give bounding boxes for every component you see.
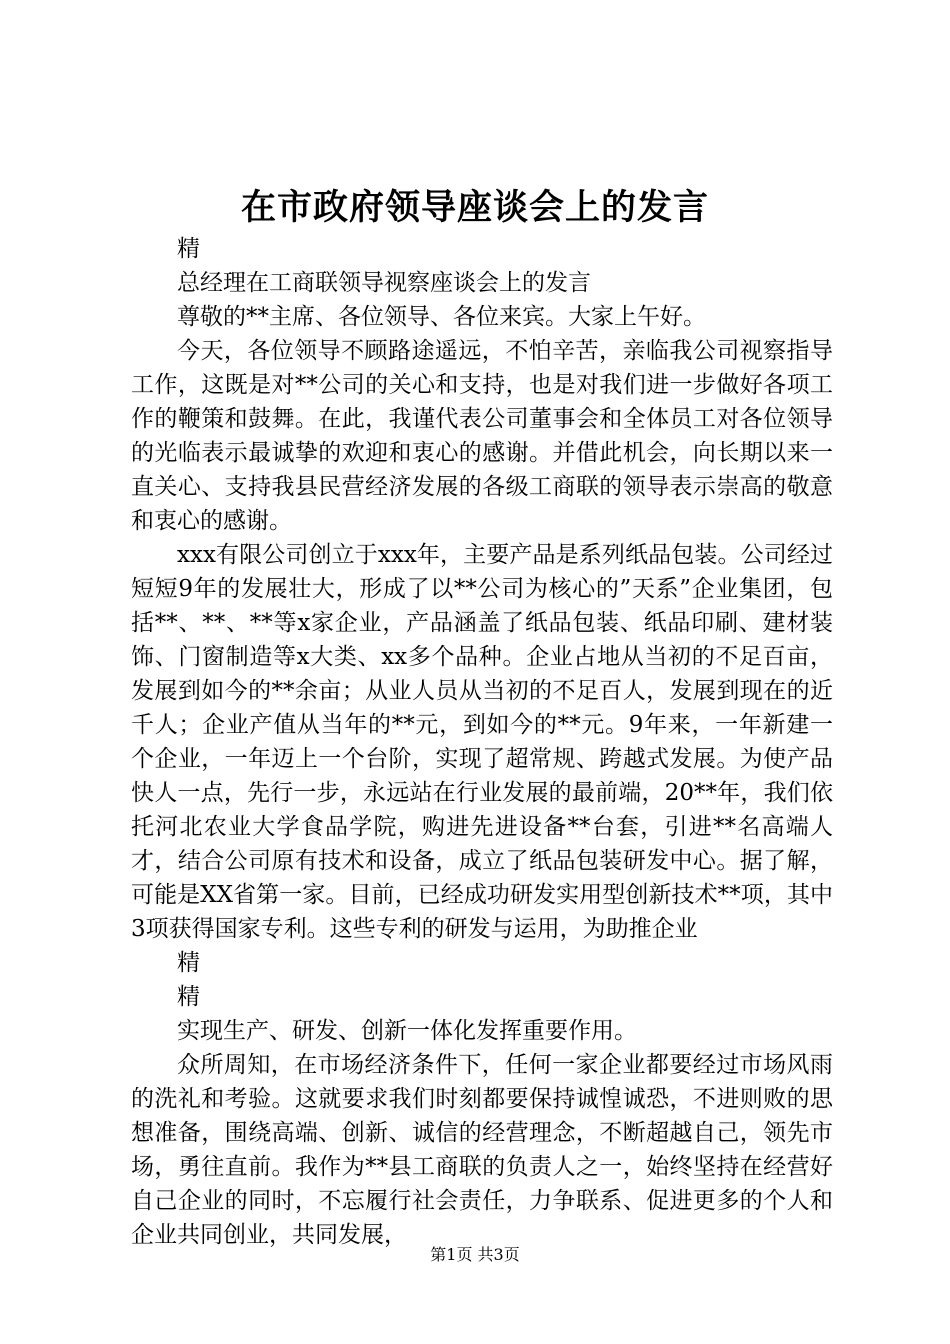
page-footer: 第1页 共3页 — [430, 1245, 520, 1264]
document-title: 在市政府领导座谈会上的发言 — [240, 187, 709, 228]
paragraph: 实现生产、研发、创新一体化发挥重要作用。 — [177, 1018, 637, 1044]
paragraph: 尊敬的**主席、各位领导、各位来宾。大家上午好。 — [177, 304, 706, 330]
paragraph: 精 — [177, 984, 200, 1010]
paragraph: xxx有限公司创立于xxx年，主要产品是系列纸品包装。公司经过短短9年的发展壮大，形成了以**公司为核心的”天系”企业集团，包括**、**、**等x家企业，产品涵盖了纸品包装、纸品印刷、建材装饰、门窗制造等x大类、xx多个品种。企业占地从当初的不足百亩，发展到如今的**余亩；从业人员从当初的不足百人，发展到现在的近千人；企业产值从当年的**元，到如今的**元。9年来，一年新建一个企业，一年迈上一个台阶，实现了超常规、跨越式发展。为使产品快人一点，先行一步，永远站在行业发展的最前端，20**年，我们依托河北农业大学食品学院，购进先进设备**台套，引进**名高端人才，结合公司原有技术和设备，成立了纸品包装研发中心。据了解，可能是XX省第一家。目前，已经成功研发实用型创新技术**项，其中3项获得国家专利。这些专利的研发与运用，为助推企业 — [131, 542, 833, 942]
paragraph: 精 — [177, 950, 200, 976]
paragraph: 今天，各位领导不顾路途遥远，不怕辛苦，亲临我公司视察指导工作，这既是对**公司的关心和支持，也是对我们进一步做好各项工作的鞭策和鼓舞。在此，我谨代表公司董事会和全体员工对各位领导的光临表示最诚挚的欢迎和衷心的感谢。并借此机会，向长期以来一直关心、支持我县民营经济发展的各级工商联的领导表示崇高的敬意和衷心的感谢。 — [131, 338, 833, 534]
paragraph: 总经理在工商联领导视察座谈会上的发言 — [177, 270, 591, 296]
paragraph: 精 — [177, 236, 200, 262]
document-body — [131, 232, 833, 1252]
paragraph: 众所周知，在市场经济条件下，任何一家企业都要经过市场风雨的洗礼和考验。这就要求我们时刻都要保持诚惶诚恐，不进则败的思想准备，围绕高端、创新、诚信的经营理念，不断超越自己，领先市场，勇往直前。我作为**县工商联的负责人之一，始终坚持在经营好自己企业的同时，不忘履行社会责任，力争联系、促进更多的个人和企业共同创业，共同发展， — [131, 1052, 833, 1248]
